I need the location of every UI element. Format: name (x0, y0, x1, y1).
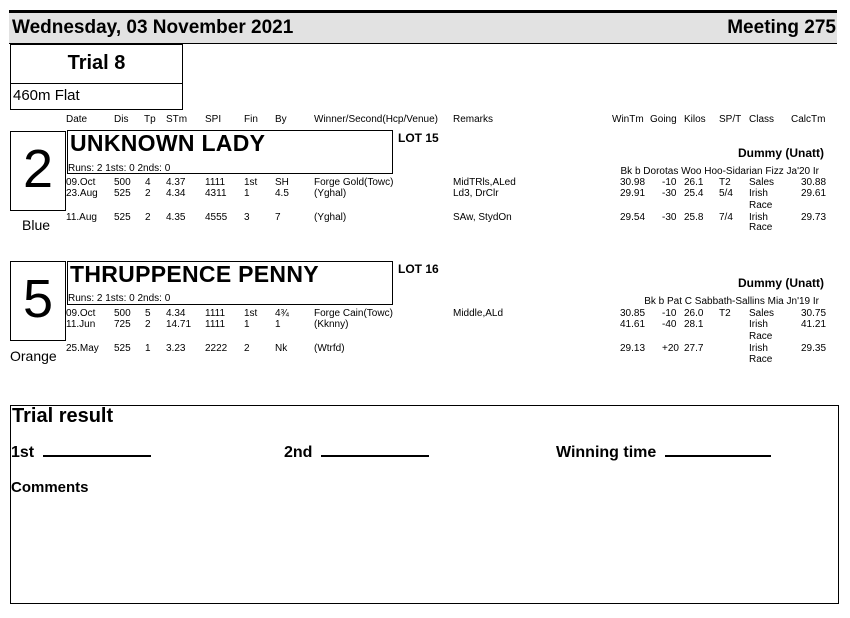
cell-class: Irish (749, 212, 768, 223)
col-tp: Tp (144, 114, 156, 125)
cell-remarks: Middle,ALd (453, 308, 504, 319)
cell-by: 7 (275, 212, 281, 223)
col-by: By (275, 114, 287, 125)
cell-class-2: Race (749, 200, 773, 211)
cell-fin: 1st (244, 308, 258, 319)
cell-calctm: 30.88 (801, 177, 827, 188)
cell-winner: Forge Gold(Towc) (314, 177, 394, 188)
cell-going: -30 (662, 212, 677, 223)
cell-spi: 1111 (205, 319, 226, 330)
first-place-line (43, 445, 151, 457)
cell-dis: 725 (114, 319, 131, 330)
cell-going: -40 (662, 319, 677, 330)
trial-distance: 460m Flat (10, 84, 183, 110)
cell-kilos: 25.8 (684, 212, 704, 223)
cell-wintm: 30.85 (620, 308, 646, 319)
cell-by: 4.5 (275, 188, 289, 199)
cell-class-2: Race (749, 331, 773, 342)
cell-fin: 1 (244, 188, 250, 199)
second-place-label: 2nd (284, 444, 313, 461)
winning-time-line (665, 445, 771, 457)
cell-calctm: 30.75 (801, 308, 827, 319)
jacket-colour: Orange (10, 348, 57, 364)
cell-kilos: 26.0 (684, 308, 704, 319)
cell-tp: 1 (145, 343, 151, 354)
cell-stm: 4.34 (166, 188, 186, 199)
runs-summary: Runs: 2 1sts: 0 2nds: 0 (68, 163, 171, 174)
col-spt: SP/T (719, 114, 742, 125)
cell-class-2: Race (749, 354, 773, 365)
cell-fin: 1st (244, 177, 258, 188)
cell-kilos: 28.1 (684, 319, 704, 330)
cell-tp: 2 (145, 212, 151, 223)
cell-winner: (Yghal) (314, 188, 347, 199)
cell-stm: 3.23 (166, 343, 186, 354)
cell-winner: (Yghal) (314, 212, 347, 223)
breeding: Bk b Dorotas Woo Hoo-Sidarian Fizz Ja'20 Ir (620, 166, 819, 177)
cell-class: Sales (749, 177, 775, 188)
second-place-field[interactable] (284, 444, 429, 462)
trial-result-title: Trial result (12, 405, 114, 427)
trial-result-box (10, 405, 839, 604)
cell-stm: 4.37 (166, 177, 186, 188)
cell-calctm: 29.35 (801, 343, 827, 354)
col-class: Class (749, 114, 775, 125)
col-date: Date (66, 114, 88, 125)
cell-class: Sales (749, 308, 775, 319)
cell-spi: 1111 (205, 308, 226, 319)
col-kilos: Kilos (684, 114, 706, 125)
cell-stm: 14.71 (166, 319, 192, 330)
cell-winner: Forge Cain(Towc) (314, 308, 393, 319)
breeding: Bk b Pat C Sabbath-Sallins Mia Jn'19 Ir (644, 296, 819, 307)
cell-kilos: 27.7 (684, 343, 704, 354)
lot-number: LOT 15 (398, 131, 439, 145)
cell-date: 09.Oct (66, 177, 96, 188)
cell-winner: (Wtrfd) (314, 343, 345, 354)
cell-calctm: 29.73 (801, 212, 827, 223)
cell-remarks: Ld3, DrClr (453, 188, 499, 199)
col-fin: Fin (244, 114, 258, 125)
cell-spi: 1111 (205, 177, 226, 188)
cell-by: SH (275, 177, 289, 188)
cell-by: Nk (275, 343, 288, 354)
cell-wintm: 30.98 (620, 177, 646, 188)
meeting-date: Wednesday, 03 November 2021 (12, 17, 294, 38)
cell-class-2: Race (749, 222, 773, 233)
cell-dis: 525 (114, 212, 131, 223)
cell-dis: 500 (114, 308, 131, 319)
cell-going: -10 (662, 177, 677, 188)
cell-date: 11.Jun (66, 319, 96, 330)
cell-spi: 2222 (205, 343, 228, 354)
col-stm: STm (166, 114, 188, 125)
cell-stm: 4.35 (166, 212, 186, 223)
trap-number: 5 (10, 261, 66, 341)
cell-calctm: 41.21 (801, 319, 827, 330)
cell-wintm: 29.13 (620, 343, 646, 354)
cell-dis: 525 (114, 188, 131, 199)
cell-going: -10 (662, 308, 677, 319)
cell-date: 23.Aug (66, 188, 98, 199)
cell-going: +20 (662, 343, 679, 354)
col-going: Going (650, 114, 677, 125)
cell-fin: 3 (244, 212, 250, 223)
col-calctm: CalcTm (791, 114, 826, 125)
cell-spi: 4555 (205, 212, 228, 223)
cell-fin: 1 (244, 319, 250, 330)
cell-tp: 2 (145, 319, 151, 330)
col-dis: Dis (114, 114, 129, 125)
runs-summary: Runs: 2 1sts: 0 2nds: 0 (68, 293, 171, 304)
cell-kilos: 26.1 (684, 177, 704, 188)
cell-class: Irish (749, 343, 768, 354)
trap-number: 2 (10, 131, 66, 211)
cell-dis: 525 (114, 343, 131, 354)
cell-spt: T2 (719, 308, 731, 319)
cell-wintm: 29.54 (620, 212, 646, 223)
col-remarks: Remarks (453, 114, 494, 125)
cell-tp: 5 (145, 308, 151, 319)
first-place-field[interactable] (11, 444, 151, 462)
trainer: Dummy (Unatt) (738, 276, 824, 290)
cell-by: 4¾ (275, 308, 289, 319)
cell-date: 09.Oct (66, 308, 96, 319)
winning-time-field[interactable] (556, 444, 771, 462)
col-winner: Winner/Second(Hcp/Venue) (314, 114, 438, 125)
horse-name: UNKNOWN LADY (70, 130, 266, 156)
cell-spt: T2 (719, 177, 731, 188)
cell-dis: 500 (114, 177, 131, 188)
cell-remarks: MidTRls,ALed (453, 177, 516, 188)
first-place-label: 1st (11, 444, 35, 461)
comments-label: Comments (11, 479, 89, 496)
cell-spt: 5/4 (719, 188, 733, 199)
cell-fin: 2 (244, 343, 250, 354)
col-wintm: WinTm (612, 114, 644, 125)
cell-kilos: 25.4 (684, 188, 704, 199)
second-place-line (321, 445, 429, 457)
cell-tp: 2 (145, 188, 151, 199)
cell-calctm: 29.61 (801, 188, 827, 199)
lot-number: LOT 16 (398, 262, 439, 276)
cell-spt: 7/4 (719, 212, 733, 223)
cell-wintm: 29.91 (620, 188, 646, 199)
cell-spi: 4311 (205, 188, 227, 199)
cell-class: Irish (749, 188, 768, 199)
winning-time-label: Winning time (556, 444, 657, 461)
cell-by: 1 (275, 319, 281, 330)
cell-date: 25.May (66, 343, 99, 354)
jacket-colour: Blue (22, 217, 51, 233)
cell-remarks: SAw, StydOn (453, 212, 512, 223)
cell-class: Irish (749, 319, 768, 330)
meeting-number: Meeting 275 (727, 17, 836, 38)
cell-going: -30 (662, 188, 677, 199)
cell-stm: 4.34 (166, 308, 186, 319)
col-spi: SPI (205, 114, 222, 125)
trainer: Dummy (Unatt) (738, 146, 824, 160)
cell-tp: 4 (145, 177, 151, 188)
cell-winner: (Kknny) (314, 319, 349, 330)
horse-name: THRUPPENCE PENNY (70, 261, 319, 287)
cell-wintm: 41.61 (620, 319, 646, 330)
trial-title: Trial 8 (10, 44, 183, 84)
cell-date: 11.Aug (66, 212, 97, 223)
